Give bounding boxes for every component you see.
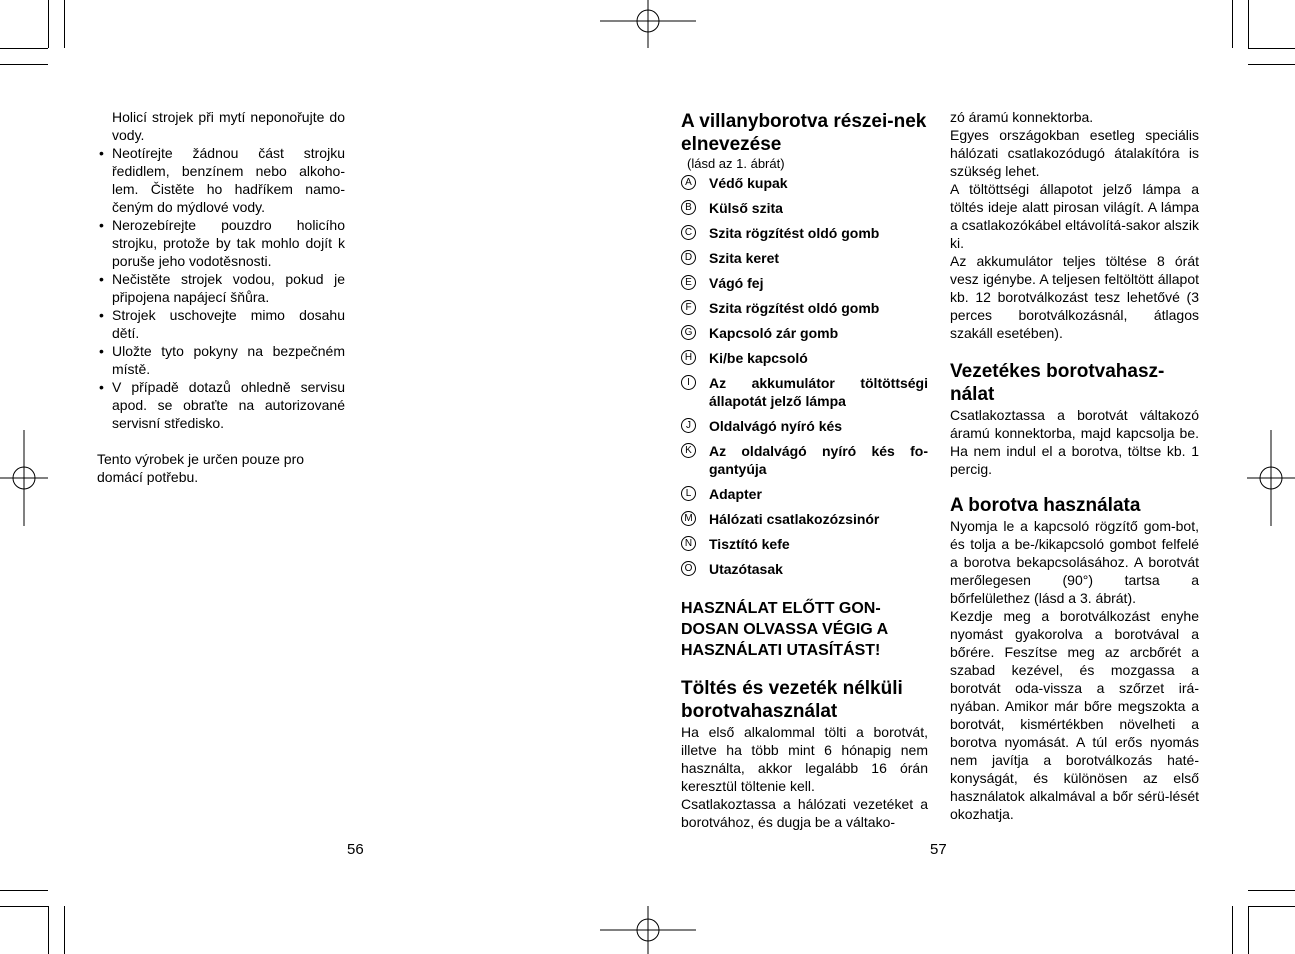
list-item: F Szita rögzítést oldó gomb	[681, 299, 928, 317]
bullet-icon: •	[99, 217, 104, 233]
parts-column	[681, 110, 928, 831]
corded-paragraph: Csatlakoztassa a borotvát váltakozó áramú konnektorba, majd kapcsolja be. Ha nem indul el a borotva, töltse kb. 1 percig.	[950, 407, 1199, 477]
corded-title: Vezetékes borotvahasz-nálat	[950, 361, 1165, 405]
bullet-icon: •	[99, 307, 104, 323]
list-item: G Kapcsoló zár gomb	[681, 324, 928, 342]
list-item: A Védő kupak	[681, 174, 928, 192]
list-item: E Vágó fej	[681, 274, 928, 292]
list-item: I Az akkumulátor töltöttségi állapotát jelző lámpa	[681, 374, 928, 410]
safety-bullet-list	[97, 144, 345, 432]
list-item: D Szita keret	[681, 249, 928, 267]
parts-list	[681, 174, 928, 578]
circled-letter-icon: J	[681, 418, 696, 433]
full-charge-text: Az akkumulátor teljes töltése 8 órát vesz igénybe. A teljesen feltöltött állapot kb. 12 borotválkozást tesz lehetővé (3 perces borotválkozásnál, átlagos szakáll esetében).	[950, 253, 1199, 341]
circled-letter-icon: H	[681, 350, 696, 365]
circled-letter-icon: K	[681, 443, 696, 458]
bullet-icon: •	[99, 271, 104, 287]
usage-paragraph: Nyomja le a kapcsoló rögzítő gom-bot, és tolja a be-/kikapcsoló gombot felfelé a borotva bekapcsolásához. A borotvát merőlegesen (90°) tartsa a bőrfelülethez (lásd a 3. ábrát).	[950, 518, 1199, 606]
bullet-icon: •	[99, 145, 104, 161]
list-item: C Szita rögzítést oldó gomb	[681, 224, 928, 242]
list-item: J Oldalvágó nyíró kés	[681, 417, 928, 435]
plug-adapter-text: Egyes országokban esetleg speciális hálózati csatlakozódugó átalakítóra is szükség lehet.	[950, 127, 1199, 179]
circled-letter-icon: A	[681, 175, 696, 190]
parts-title: A villanyborotva részei-nek elnevezése	[681, 111, 927, 155]
list-item: H Ki/be kapcsoló	[681, 349, 928, 367]
registration-mark-bottom	[600, 904, 696, 954]
list-item: • Uložte tyto pokyny na bezpečném místě.	[99, 343, 345, 377]
bullet-icon: •	[99, 343, 104, 359]
warning-heading: HASZNÁLAT ELŐTT GON-DOSAN OLVASSA VÉGIG A HASZNÁLATI UTASÍTÁST!	[681, 600, 888, 659]
bullet-icon: •	[99, 379, 104, 395]
continued-text: zó áramú konnektorba.	[950, 109, 1094, 125]
charging-paragraph-2: Csatlakoztassa a hálózati vezetéket a borotvához, és dugja be a váltako-	[681, 796, 928, 830]
charging-paragraph: Ha első alkalommal tölti a borotvát, illetve ha több mint 6 hónapig nem használta, akkor legalább 16 órán keresztül töltenie kell.	[681, 724, 928, 794]
charging-title: Töltés és vezeték nélküli borotvahasználat	[681, 678, 903, 722]
circled-letter-icon: N	[681, 536, 696, 551]
list-item: O Utazótasak	[681, 560, 928, 578]
list-item: N Tisztító kefe	[681, 535, 928, 553]
circled-letter-icon: L	[681, 486, 696, 501]
page-number-right: 57	[930, 841, 947, 858]
usage-title: A borotva használata	[950, 495, 1141, 516]
list-item: L Adapter	[681, 485, 928, 503]
charge-lamp-text: A töltöttségi állapotot jelző lámpa a töltés ideje alatt pirosan világít. A lámpa a csatlakozókábel eltávolítá-sakor alszik ki.	[950, 181, 1200, 251]
domestic-use-note: Tento výrobek je určen pouze pro domácí potřebu.	[97, 451, 305, 485]
list-item: • Nerozebírejte pouzdro holicího strojku, protože by tak mohlo dojít k poruše jeho vodotěsnosti.	[99, 217, 345, 269]
registration-mark-left	[0, 430, 50, 526]
registration-mark-top	[600, 0, 696, 50]
list-item: M Hálózati csatlakozózsinór	[681, 510, 928, 528]
instructions-column	[950, 108, 1199, 823]
usage-paragraph-2: Kezdje meg a borotválkozást enyhe nyomást gyakorolva a borotvával a bőrére. Feszítse meg az arcbőrét a szabad kezével, és mozgassa a borotvát oda-vissza a szőrzet irá-nyában. Amikor már bőre megszokta a borotvát, kismértékben növelheti a borotva nyomását. A túl erős nyomás nem javítja a borotválkozás haté-konyságát, és különösen az első használatok alkalmával a bőr sérü-lését okozhatja.	[950, 608, 1199, 822]
left-page-content	[97, 108, 345, 486]
circled-letter-icon: B	[681, 200, 696, 215]
circled-letter-icon: D	[681, 250, 696, 265]
list-item: • Neotírejte žádnou část strojku ředidlem, benzínem nebo alkoho-lem. Čistěte ho hadříkem namo-čeným do mýdlové vody.	[99, 145, 345, 215]
circled-letter-icon: G	[681, 325, 696, 340]
list-item: K Az oldalvágó nyíró kés fo-gantyúja	[681, 442, 928, 478]
parts-subtitle: (lásd az 1. ábrát)	[687, 156, 785, 171]
circled-letter-icon: M	[681, 511, 696, 526]
intro-text: Holicí strojek při mytí neponořujte do vody.	[112, 109, 345, 143]
circled-letter-icon: O	[681, 561, 696, 576]
circled-letter-icon: E	[681, 275, 696, 290]
list-item: • Strojek uschovejte mimo dosahu dětí.	[99, 307, 345, 341]
list-item: • V případě dotazů ohledně servisu apod. se obraťte na autorizované servisní středisko.	[99, 379, 345, 431]
circled-letter-icon: C	[681, 225, 696, 240]
list-item: B Külső szita	[681, 199, 928, 217]
circled-letter-icon: I	[681, 375, 696, 390]
registration-mark-right	[1245, 430, 1295, 526]
list-item: • Nečistěte strojek vodou, pokud je připojena napájecí šňůra.	[99, 271, 345, 305]
page-number-left: 56	[347, 841, 364, 858]
circled-letter-icon: F	[681, 300, 696, 315]
